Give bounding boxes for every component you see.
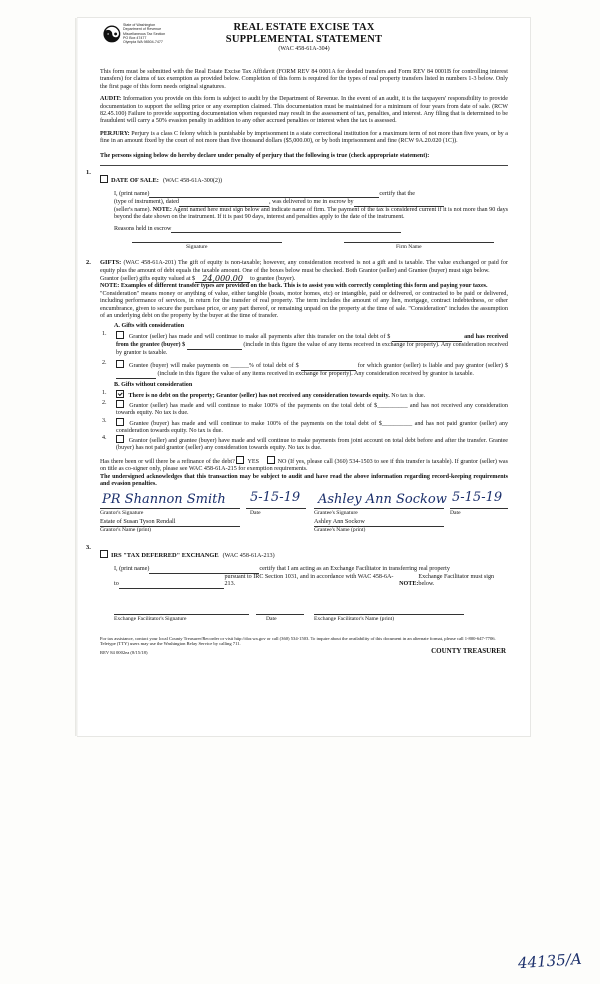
agency-line: Department of Revenue <box>123 27 162 32</box>
s2-b4-checkbox[interactable] <box>116 435 124 443</box>
s2-a1-text-1: Grantor (seller) has made and will continue to make all payments after this transfer on the total debt of $ <box>128 333 391 340</box>
s3-date-label: Date <box>266 615 277 622</box>
s3-certify-text: certify that I am acting as an Exchange Facilitator in transferring real property <box>259 566 450 573</box>
grantor-print-label: Grantor's Name (print) <box>100 527 152 534</box>
s2-refi-yes-label: YES <box>247 458 259 465</box>
s2-a2-text-1: Grantee (buyer) will make payments on ______% of total debt of $ <box>129 362 299 369</box>
s2-a1-checkbox[interactable] <box>116 331 124 339</box>
agency-address <box>123 23 201 44</box>
s2-refi-question: Has there been or will there be a refinance of the debt? <box>100 458 235 465</box>
section-2-number: 2. <box>86 259 91 267</box>
s2-note <box>100 283 508 290</box>
s2-b4-text: Grantor (seller) and grantee (buyer) have made and will continue to make payments from joint account on total debt before and after the transfer. Grantee (buyer) has not paid grantor (seller) any consideration towards equity. No tax is due. <box>116 438 509 452</box>
section-2-lead-text: The gift of equity is non-taxable; however, any consideration received is not a gift and is taxable. The value exchanged or paid for equity plus the amount of debt equals the taxable amount. One of the boxes below must be checked. Both Grantor (seller) and Grantee (buyer) must sign below. <box>100 260 508 274</box>
s1-certify-text: certify that the <box>379 191 415 198</box>
s2-a2-pay-input[interactable] <box>116 371 156 379</box>
section-2-lead <box>100 259 508 275</box>
section-3-heading: IRS "TAX DEFERRED" EXCHANGE <box>111 552 219 560</box>
footer-rev: REV 84 0002ea (8/15/18) <box>100 649 148 655</box>
s2-b3-text: Grantee (buyer) has made and will continue to make 100% of the payments on the total debt of $__________ and has not paid grantor (seller) any consideration towards equity. No tax is due. <box>116 420 508 434</box>
s2-b3 <box>100 418 508 436</box>
s2-refinance-row <box>100 456 508 474</box>
grantor-signature-handwriting[interactable]: PR Shannon Smith <box>102 492 226 508</box>
s2-a2-text-2: for which grantor (seller) is liable and pay grantor (seller) $ <box>357 362 509 369</box>
s2-a2-checkbox[interactable] <box>116 360 124 368</box>
intro-paragraph: This form must be submitted with the Real Estate Excise Tax Affidavit (FORM REV 84 0001A for deeded transfers and Form REV 84 0001B for controlling interest transfers) for claims of tax exemption as provided below. Completion of this form is required for the types of real property transfers listed in numbers 1-3 below. Only the first page of this form needs original signatures. <box>100 69 508 90</box>
section-2-cite: (WAC 458-61A-201) <box>123 260 176 267</box>
s1-escrow-text: , was delivered to me in escrow by <box>268 199 354 206</box>
s2-refi-tail: (If yes, please call (360) 534-1503 to see if this transfer is taxable). If grantor (seller) was on title as co-signer only, please see WAC 458-61A-215 for exemption requirements. <box>100 458 508 473</box>
section-2-heading: GIFTS: <box>100 259 122 267</box>
grantor-signature-line[interactable] <box>100 508 240 509</box>
scanned-form <box>78 18 530 736</box>
form-title-line1: REAL ESTATE EXCISE TAX <box>233 22 375 33</box>
s2-a2-number: 2. <box>102 359 107 366</box>
s2-refi-no-label: NO <box>277 458 287 465</box>
section-1-checkbox[interactable] <box>100 175 108 183</box>
grantee-signature-line[interactable] <box>314 508 444 509</box>
form-citation: (WAC 458-61A-304) <box>278 46 330 52</box>
section-3-number: 3. <box>86 544 91 552</box>
s1-reasons-label: Reasons held in escrow <box>114 225 172 232</box>
s1-firm-line[interactable] <box>344 242 494 243</box>
s2-a1-debt-input[interactable] <box>392 334 462 342</box>
section-3-cite: (WAC 458-61A-213) <box>222 553 275 560</box>
declaration-text: The persons signing below do hereby declare under penalty of perjury that the following is true (check appropriate statement): <box>100 152 430 159</box>
s2-equity-row <box>100 275 508 283</box>
section-1-cite: (WAC 458-61A-300(2)) <box>162 178 222 185</box>
wa-dor-logo-icon: ☯ <box>102 22 122 47</box>
s2-b2-text: Grantor (seller) has made and will continue to make 100% of the payments on the total debt of $__________ and has not received any consideration towards equity. No tax is due. <box>116 402 508 417</box>
s1-instrument-label: (type of instrument), dated <box>114 199 179 206</box>
section-1-heading: DATE OF SALE: <box>111 177 159 185</box>
agency-line: Olympia WA 98504-7477 <box>123 40 163 45</box>
section-1-number: 1. <box>86 169 91 177</box>
grantee-date-handwriting[interactable]: 5-15-19 <box>452 490 503 506</box>
perjury-text: Perjury is a class C felony which is punishable by imprisonment in a state correctional institution for a maximum term of not more than five years, or by a fine in an amount fixed by the court of not more than five thousand dollars ($5,000.00), or by both imprisonment and fine (RCW 9A.20.020 (1C)). <box>100 130 508 145</box>
perjury-paragraph <box>78 131 530 146</box>
section-exchange <box>78 544 530 630</box>
s1-note-label: NOTE: <box>152 206 172 213</box>
signature-block <box>78 492 530 532</box>
section-3-body <box>100 565 508 630</box>
s3-signature-row <box>114 612 508 630</box>
section-gifts <box>78 259 530 488</box>
s2-b4 <box>100 435 508 453</box>
s2-equity-value[interactable]: 24,000.00 <box>195 275 250 283</box>
s2-a2-debt-input[interactable] <box>301 363 356 371</box>
s3-facilitator-name-line[interactable] <box>314 614 464 615</box>
grantee-print-value: Ashley Ann Sockow <box>314 518 365 526</box>
s3-to-input[interactable] <box>119 580 225 588</box>
s3-facilitator-signature-line[interactable] <box>114 614 249 615</box>
s2-a2 <box>100 360 508 380</box>
s2-b1 <box>100 390 508 400</box>
s3-to-label: to <box>114 581 119 588</box>
s1-signature-row <box>114 240 508 258</box>
s2-a1-text-3: (include in this figure the value of any items received in exchange for property). Any consideration received by grantor is taxable. <box>116 342 508 357</box>
s3-note-text: Exchange Facilitator must sign below. <box>418 573 495 588</box>
s1-line-2 <box>114 198 508 206</box>
s3-print-name-input[interactable] <box>149 565 259 573</box>
grantor-print-value: Estate of Susan Tyson Rendall <box>100 518 176 526</box>
s3-print-name-label: I, (print name) <box>114 566 150 573</box>
s1-line-4 <box>114 225 508 233</box>
s1-line-1 <box>114 190 508 198</box>
s3-facilitator-name-label: Exchange Facilitator's Name (print) <box>314 615 395 622</box>
s2-a2-text-3: (include in this figure the value of any items received in exchange for property). Any consideration received by grantor is taxable. <box>157 370 474 377</box>
s2-equity-label: Grantor (seller) gifts equity valued at $ <box>100 275 196 282</box>
s2-refi-yes-checkbox[interactable] <box>236 456 244 464</box>
s2-b3-checkbox[interactable] <box>116 418 124 426</box>
s1-line-3 <box>114 207 508 222</box>
s3-note-label: NOTE: <box>399 581 419 588</box>
s2-a1-received-input[interactable] <box>187 342 242 350</box>
agency-line: State of Washington <box>123 23 156 27</box>
s2-b3-number: 3. <box>102 417 107 424</box>
s2-b4-number: 4. <box>102 435 107 442</box>
grantee-signature-label: Grantee's Signature <box>314 510 358 517</box>
s2-b1-number: 1. <box>102 389 107 396</box>
s1-signature-label: Signature <box>186 244 208 251</box>
agency-line: Miscellaneous Tax Section <box>123 31 166 36</box>
form-title-line2: SUPPLEMENTAL STATEMENT <box>225 33 383 45</box>
s1-escrow-by-input[interactable] <box>354 198 444 206</box>
grantor-date-label: Date <box>250 510 261 517</box>
grantor-date-line[interactable] <box>246 508 306 509</box>
footer-assistance: For tax assistance, contact your local County Treasurer/Recorder or visit http://dor.wa.gov or call (360) 534-1503. To inquire about the availability of this document in an alternate format, please call 1-800-647-7706. Teletype (TTY) users may use the Washington Relay Service by calling 711. <box>100 635 496 647</box>
s2-b1-bold-text: There is no debt on the property; Grantor (seller) has not received any consideration towards equity. <box>128 392 390 399</box>
s2-b1-checkbox[interactable] <box>116 390 124 398</box>
s2-consideration-definition: "Consideration" means money or anything of value, either tangible (boats, motor homes, etc) or intangible, paid or delivered, or contracted to be paid or delivered, including performance of services, in return for the transfer of real property. The term includes the amount of any lien, mortgage, contract indebtedness, or other encumbrance, given to secure the purchase price, or any part thereof, or remaining unpaid on the property at the time of sale. "Consideration" includes the assumption of an underlying debt on the property by the buyer at the time of transfer. <box>100 290 508 319</box>
s2-group-b-label: B. Gifts without consideration <box>114 382 193 389</box>
s2-a1-number: 1. <box>102 330 107 337</box>
grantee-date-label: Date <box>450 510 461 517</box>
s2-b2-checkbox[interactable] <box>116 400 124 408</box>
s1-seller-name-label: (seller's name). <box>114 206 152 213</box>
s2-equity-post: to grantee (buyer). <box>250 275 296 282</box>
s2-note-text: Examples of different transfer types are provided on the back. This is to assist you with correctly completing this form and paying your taxes. <box>120 283 488 290</box>
s3-date-line[interactable] <box>256 614 304 615</box>
signature-row-1 <box>100 492 508 532</box>
s1-firm-label: Firm Name <box>396 244 422 251</box>
agency-line: PO Box 47477 <box>123 35 147 40</box>
s2-a1-text-2: and has received from the grantee (buyer) $ <box>116 333 509 349</box>
audit-text: Information you provide on this form is subject to audit by the Department of Revenue. In the event of an audit, it is the taxpayers' responsibility to provide documentation to support the selling price or any exemption claimed. This documentation must be maintained for a minimum of four years from date of sale. (RCW 82.45.100) Failure to provide supporting documentation when requested may result in the assessment of tax, penalties, and interest. Any filing that is determined to be fraudulent will carry a 50% evasion penalty in addition to any other accrued penalties or interest when the tax is assessed. <box>100 96 508 125</box>
divider <box>100 165 508 166</box>
s3-irc-text: pursuant to IRC Section 1031, and in accordance with WAC 458-6A-213. <box>224 573 394 588</box>
s2-acknowledgement: The undersigned acknowledges that this transaction may be subject to audit and have read the above information regarding record-keeping requirements and evasion penalties. <box>100 473 508 487</box>
s3-line-1 <box>114 565 508 573</box>
county-treasurer-label: COUNTY TREASURER <box>431 646 506 655</box>
s3-line-2 <box>114 574 508 589</box>
s1-print-name-label: I, (print name) <box>114 191 150 198</box>
grantee-date-line[interactable] <box>450 508 508 509</box>
s1-print-name-input[interactable] <box>149 190 379 198</box>
s1-note-text: Agent named here must sign below and indicate name of firm. The payment of the tax is considered current if it is not more than 90 days beyond the date shown on the instrument. If it is past 90 days, interest and penalties apply to the date of the instrument. <box>114 206 508 221</box>
s2-b2 <box>100 400 508 418</box>
grantee-print-label: Grantee's Name (print) <box>314 527 366 534</box>
page-mark-handwriting: 44135/A <box>517 949 583 973</box>
section-date-of-sale <box>78 169 530 258</box>
audit-paragraph <box>78 96 530 126</box>
grantor-signature-label: Grantor's Signature <box>100 510 144 517</box>
s1-signature-line[interactable] <box>132 242 282 243</box>
grantee-signature-handwriting[interactable]: Ashley Ann Sockow <box>318 492 447 508</box>
s2-group-a-label: A. Gifts with consideration <box>114 323 185 330</box>
s2-refi-no-checkbox[interactable] <box>267 456 275 464</box>
section-3-checkbox[interactable] <box>100 550 108 558</box>
s3-line-3 <box>114 589 508 596</box>
s2-note-label: NOTE: <box>100 283 120 290</box>
s1-reasons-input[interactable] <box>171 225 401 233</box>
section-1-body <box>100 190 508 258</box>
grantor-date-handwriting[interactable]: 5-15-19 <box>250 490 301 506</box>
s2-b1-text: No tax is due. <box>391 392 426 399</box>
s2-a1 <box>100 331 508 358</box>
audit-label: AUDIT: <box>100 96 122 103</box>
s2-b2-number: 2. <box>102 399 107 406</box>
perjury-label: PERJURY: <box>100 130 130 137</box>
s3-facilitator-signature-label: Exchange Facilitator's Signature <box>114 615 187 622</box>
s1-instrument-date-input[interactable] <box>179 198 269 206</box>
form-header <box>78 18 530 64</box>
